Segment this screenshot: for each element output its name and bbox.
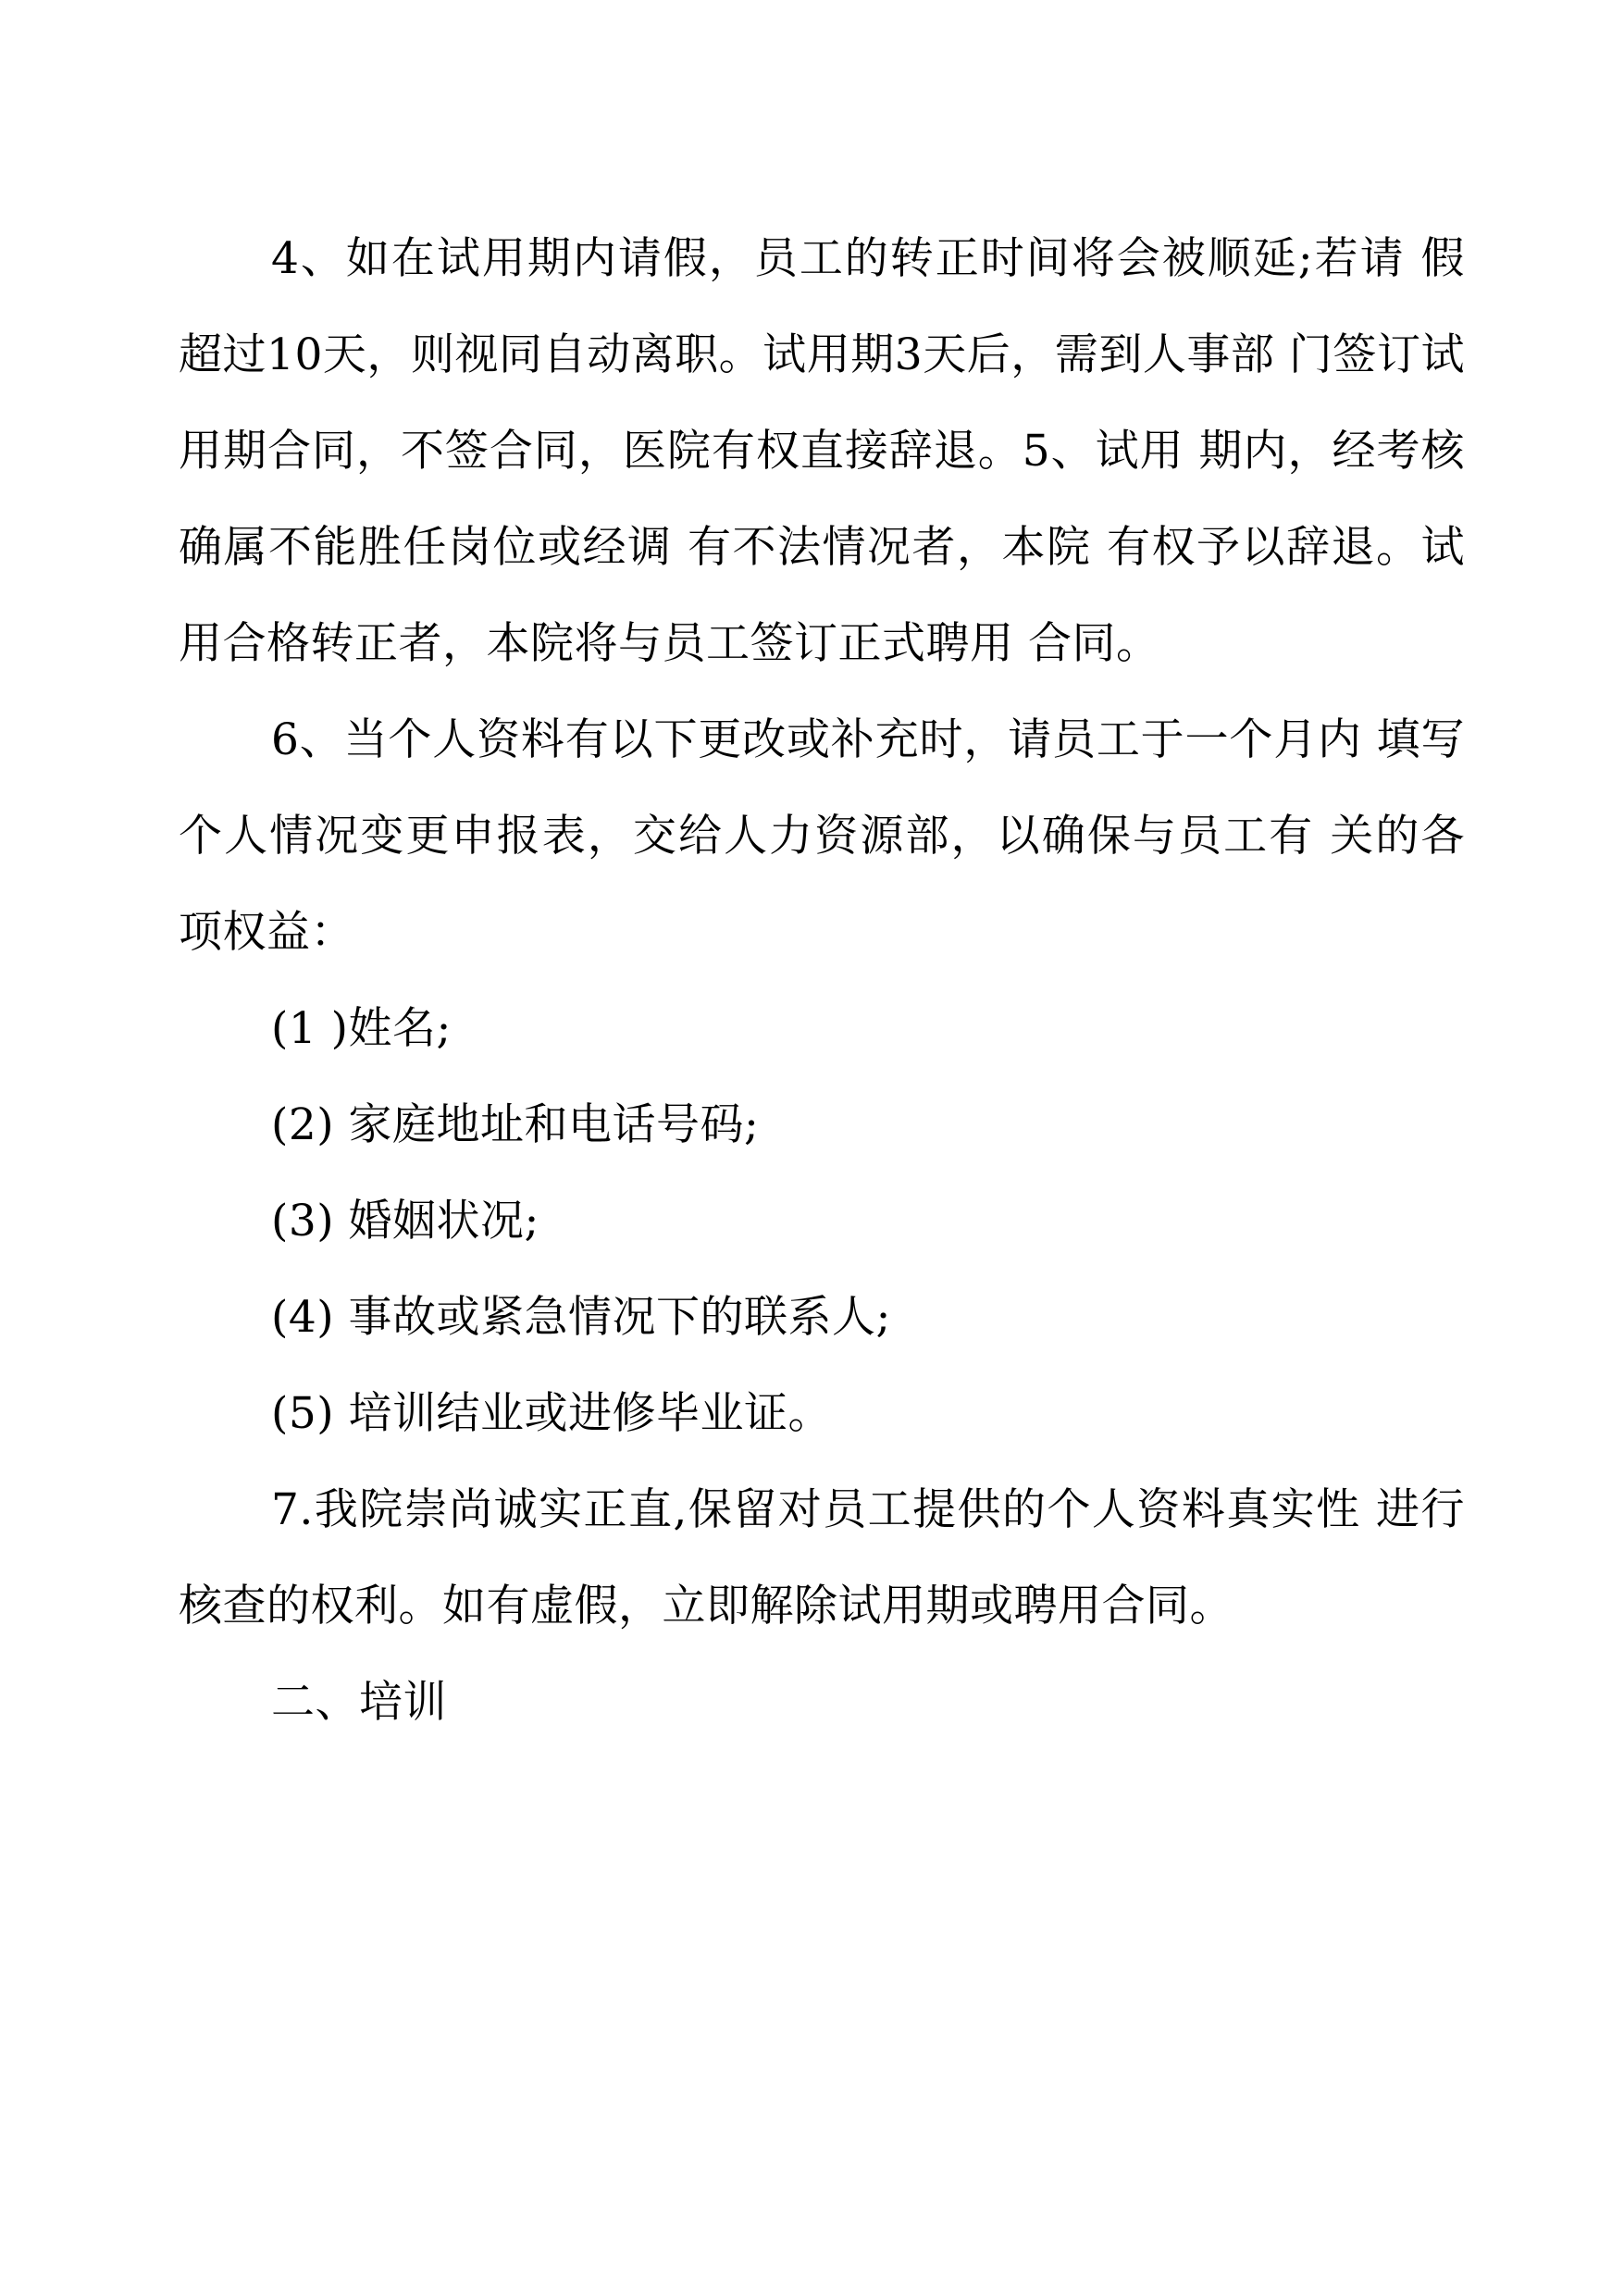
list-item-marital-status: (3) 婚姻状况; xyxy=(271,1196,539,1247)
paragraph-personal-info-change: 6、当个人资料有以下更改或补充时，请员工于一个月内 填写个人情况变更申报表，交给人力资源部，以确保与员工有 关的各项权益： xyxy=(179,714,1465,958)
paragraph-probation-leave: 4、如在试用期内请假，员工的转正时间将会被顺延;若请 假超过10天，则视同自动离职。试用期3天后，需到人事部 门签订试用期合同，不签合同，医院有权直接辞退。5、试用 期内，经考核确属不能胜任岗位或经调 有不法情况者，本院 有权予以辞退。试用合格转正者，本院将与员工签订正式聘用 合同。 xyxy=(179,233,1465,669)
list-item-name: (1 )姓名; xyxy=(271,1003,452,1054)
list-item-address-phone: (2) 家庭地址和电话号码; xyxy=(271,1099,760,1150)
document-page xyxy=(179,211,1465,1751)
section-heading-training: 二、培训 xyxy=(271,1677,447,1728)
paragraph-honesty-verification: 7.我院崇尚诚实正直,保留对员工提供的个人资料真实性 进行核查的权利。如有虚假，立即解除试用期或聘用合同。 xyxy=(179,1484,1465,1631)
list-item-emergency-contact: (4) 事故或紧急情况下的联系人; xyxy=(271,1292,891,1343)
list-item-training-certificate: (5) 培训结业或进修毕业证。 xyxy=(271,1388,833,1439)
